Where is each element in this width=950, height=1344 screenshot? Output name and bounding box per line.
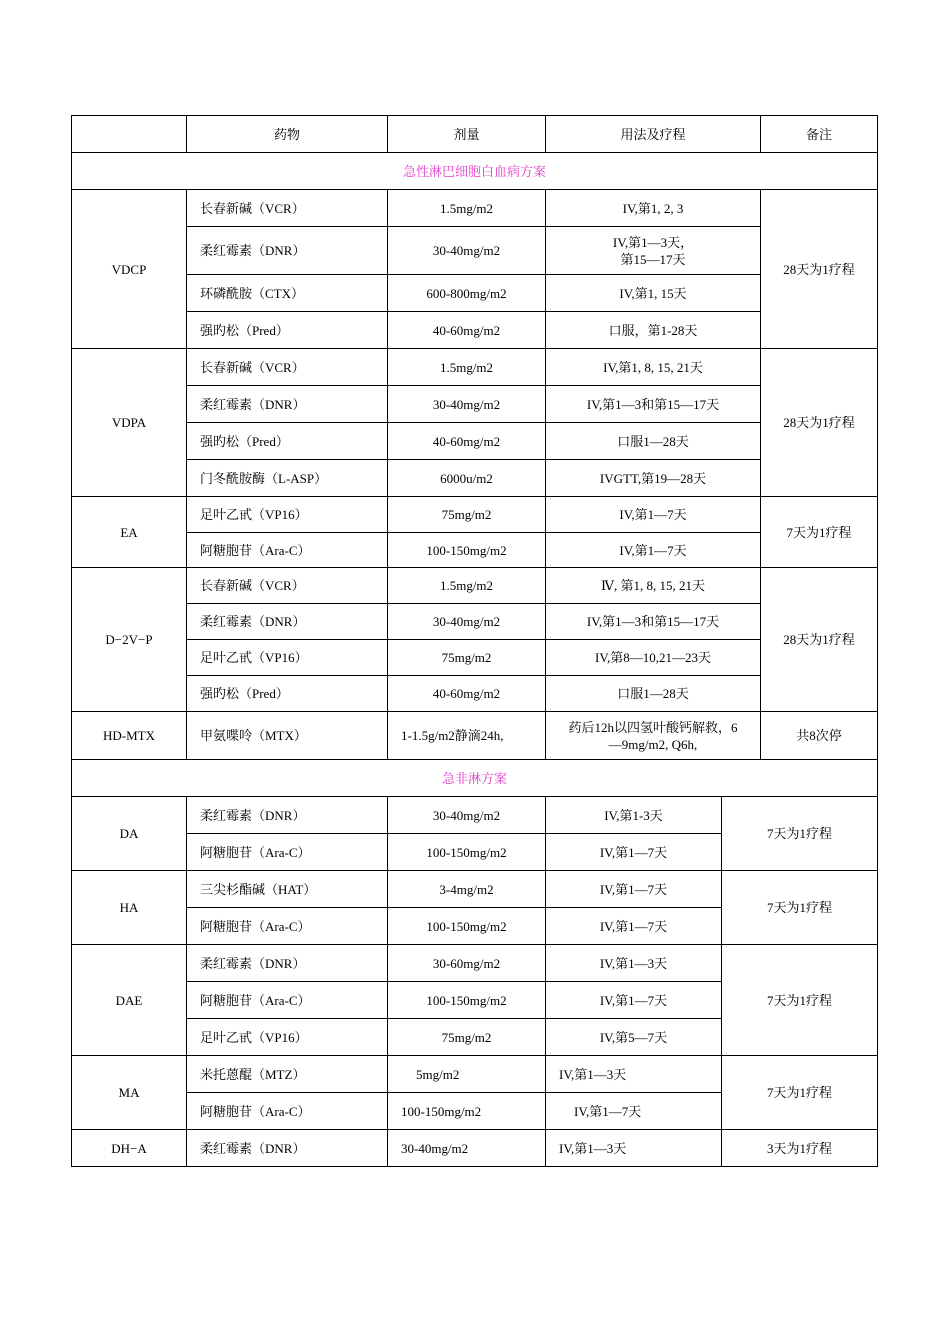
usage-line: 口服，第1-28天: [608, 322, 698, 338]
drug-cell: 足叶乙甙（VP16）: [187, 1019, 388, 1056]
usage-line: IV,第1—3天: [599, 955, 668, 971]
drug-cell: 阿糖胞苷（Ara-C）: [187, 908, 388, 945]
table-row: [72, 275, 878, 312]
section-title: 急性淋巴细胞白血病方案: [72, 153, 878, 190]
regimen-name: DAE: [72, 945, 187, 1056]
dose-cell: 75mg/m2: [388, 497, 546, 533]
dose-cell: 6000u/m2: [388, 460, 546, 497]
usage-cell: [546, 227, 761, 275]
dose-cell: 100-150mg/m2: [388, 1093, 546, 1130]
usage-line: IV,第1—3天，: [612, 234, 694, 250]
regimen-name: HD-MTX: [72, 712, 187, 760]
usage-cell: [546, 312, 761, 349]
table-body: [72, 116, 878, 1167]
usage-line: IVGTT,第19—28天: [599, 470, 707, 486]
note-cell: 共8次停: [761, 712, 878, 760]
header-regimen-cell: [72, 116, 187, 153]
drug-cell: 柔红霉素（DNR）: [187, 797, 388, 834]
usage-cell: [546, 423, 761, 460]
drug-cell: 长春新碱（VCR）: [187, 349, 388, 386]
dose-cell: 40-60mg/m2: [388, 676, 546, 712]
usage-cell: [546, 1130, 722, 1167]
table-row: [72, 386, 878, 423]
usage-cell: [546, 533, 761, 568]
drug-cell: 足叶乙甙（VP16）: [187, 497, 388, 533]
header-drug: 药物: [187, 116, 388, 153]
usage-line: IV,第1—3天: [559, 1066, 627, 1082]
table-row: [72, 568, 878, 604]
dose-cell: 30-40mg/m2: [388, 797, 546, 834]
usage-line: IV,第1—7天: [619, 542, 687, 558]
note-cell: 7天为1疗程: [722, 1056, 878, 1130]
usage-cell: [546, 945, 722, 982]
table-row: [72, 797, 878, 834]
section-title: 急非淋方案: [72, 760, 878, 797]
drug-cell: 甲氨喋呤（MTX）: [187, 712, 388, 760]
dose-cell: 30-40mg/m2: [388, 386, 546, 423]
dose-cell: 3-4mg/m2: [388, 871, 546, 908]
drug-cell: 柔红霉素（DNR）: [187, 604, 388, 640]
usage-cell: [546, 712, 761, 760]
table-row: [72, 190, 878, 227]
usage-cell: [546, 1019, 722, 1056]
usage-line: IV,第1—7天: [574, 1103, 642, 1119]
note-cell: 28天为1疗程: [761, 568, 878, 712]
dose-cell: 40-60mg/m2: [388, 312, 546, 349]
usage-line: IV,第1—7天: [599, 844, 668, 860]
dose-cell: 100-150mg/m2: [388, 908, 546, 945]
table-row: [72, 945, 878, 982]
usage-cell: [546, 640, 761, 676]
usage-cell: [546, 908, 722, 945]
drug-cell: 环磷酰胺（CTX）: [187, 275, 388, 312]
usage-line: IV,第1—7天: [599, 918, 668, 934]
note-cell: 7天为1疗程: [761, 497, 878, 568]
dose-cell: 30-40mg/m2: [388, 604, 546, 640]
regimen-name: D−2V−P: [72, 568, 187, 712]
usage-cell: [546, 1056, 722, 1093]
header-row: [72, 116, 878, 153]
section-row: [72, 760, 878, 797]
usage-line: IV,第1—7天: [619, 507, 687, 522]
regimen-name: VDCP: [72, 190, 187, 349]
dose-cell: 75mg/m2: [388, 1019, 546, 1056]
header-dose: 剂量: [388, 116, 546, 153]
usage-cell: [546, 349, 761, 386]
drug-cell: 门冬酰胺酶（L-ASP）: [187, 460, 388, 497]
dose-cell: 30-40mg/m2: [388, 227, 546, 275]
usage-line: IV,第1, 2, 3: [622, 200, 684, 216]
drug-cell: 米托蒽醌（MTZ）: [187, 1056, 388, 1093]
dose-cell: 1.5mg/m2: [388, 349, 546, 386]
table-row: [72, 312, 878, 349]
dose-cell: 1-1.5g/m2静滴24h,: [388, 712, 546, 760]
regimen-name: EA: [72, 497, 187, 568]
table-row: [72, 1056, 878, 1093]
usage-cell: [546, 604, 761, 640]
table-row: [72, 676, 878, 712]
dose-cell: 100-150mg/m2: [388, 982, 546, 1019]
usage-cell: [546, 871, 722, 908]
usage-line: IV,第1—3天: [559, 1140, 627, 1156]
usage-cell: [546, 275, 761, 312]
usage-cell: [546, 834, 722, 871]
dose-cell: 1.5mg/m2: [388, 568, 546, 604]
drug-cell: 柔红霉素（DNR）: [187, 1130, 388, 1167]
usage-line: IV,第1-3天: [604, 807, 663, 823]
table-row: [72, 533, 878, 568]
dose-cell: 30-60mg/m2: [388, 945, 546, 982]
regimen-document: [71, 115, 877, 1167]
table-row: [72, 871, 878, 908]
usage-cell: [546, 982, 722, 1019]
header-usage: 用法及疗程: [546, 116, 761, 153]
note-cell: 7天为1疗程: [722, 945, 878, 1056]
usage-line: IV,第8—10,21—23天: [594, 650, 712, 665]
usage-cell: [546, 676, 761, 712]
drug-cell: 柔红霉素（DNR）: [187, 227, 388, 275]
usage-cell: [546, 797, 722, 834]
table-row: [72, 604, 878, 640]
usage-cell: [546, 190, 761, 227]
table-row: [72, 227, 878, 275]
usage-line: Ⅳ, 第1, 8, 15, 21天: [601, 578, 705, 593]
note-cell: 7天为1疗程: [722, 797, 878, 871]
usage-line: 第15—17天: [620, 251, 686, 267]
usage-line: 口服1—28天: [617, 686, 689, 701]
drug-cell: 阿糖胞苷（Ara-C）: [187, 982, 388, 1019]
note-cell: 28天为1疗程: [761, 349, 878, 497]
table-row: [72, 1130, 878, 1167]
drug-cell: 柔红霉素（DNR）: [187, 386, 388, 423]
regimen-name: VDPA: [72, 349, 187, 497]
table-row: [72, 423, 878, 460]
section-row: [72, 153, 878, 190]
usage-line: IV,第5—7天: [599, 1029, 668, 1045]
usage-line: IV,第1, 15天: [619, 285, 687, 301]
drug-cell: 柔红霉素（DNR）: [187, 945, 388, 982]
usage-line: —9mg/m2, Q6h,: [608, 736, 698, 752]
dose-cell: 40-60mg/m2: [388, 423, 546, 460]
regimen-name: DH−A: [72, 1130, 187, 1167]
table-row: [72, 460, 878, 497]
drug-cell: 足叶乙甙（VP16）: [187, 640, 388, 676]
drug-cell: 阿糖胞苷（Ara-C）: [187, 533, 388, 568]
drug-cell: 阿糖胞苷（Ara-C）: [187, 1093, 388, 1130]
usage-line: IV,第1—7天: [599, 881, 668, 897]
drug-cell: 强旳松（Pred）: [187, 423, 388, 460]
chemo-regimen-table: [71, 115, 878, 1167]
usage-cell: [546, 386, 761, 423]
table-row: [72, 349, 878, 386]
regimen-name: DA: [72, 797, 187, 871]
usage-cell: [546, 460, 761, 497]
drug-cell: 强旳松（Pred）: [187, 676, 388, 712]
drug-cell: 长春新碱（VCR）: [187, 568, 388, 604]
usage-line: IV,第1—3和第15—17天: [586, 396, 720, 412]
dose-cell: 100-150mg/m2: [388, 834, 546, 871]
usage-line: 药后12h以四氢叶酸钙解救，6: [568, 719, 738, 735]
note-cell: 28天为1疗程: [761, 190, 878, 349]
usage-cell: [546, 1093, 722, 1130]
table-row: [72, 640, 878, 676]
header-note: 备注: [761, 116, 878, 153]
drug-cell: 强旳松（Pred）: [187, 312, 388, 349]
note-cell: 3天为1疗程: [722, 1130, 878, 1167]
regimen-name: MA: [72, 1056, 187, 1130]
dose-cell: 100-150mg/m2: [388, 533, 546, 568]
drug-cell: 阿糖胞苷（Ara-C）: [187, 834, 388, 871]
usage-line: IV,第1—7天: [599, 992, 668, 1008]
table-row: [72, 712, 878, 760]
usage-cell: [546, 497, 761, 533]
usage-line: IV,第1—3和第15—17天: [586, 614, 720, 629]
dose-cell: 75mg/m2: [388, 640, 546, 676]
drug-cell: 长春新碱（VCR）: [187, 190, 388, 227]
regimen-name: HA: [72, 871, 187, 945]
note-cell: 7天为1疗程: [722, 871, 878, 945]
dose-cell: 600-800mg/m2: [388, 275, 546, 312]
table-row: [72, 497, 878, 533]
usage-line: 口服1—28天: [617, 433, 689, 449]
dose-cell: 30-40mg/m2: [388, 1130, 546, 1167]
drug-cell: 三尖杉酯碱（HAT）: [187, 871, 388, 908]
dose-cell: 1.5mg/m2: [388, 190, 546, 227]
usage-cell: [546, 568, 761, 604]
dose-cell: 5mg/m2: [388, 1056, 546, 1093]
usage-line: IV,第1, 8, 15, 21天: [603, 359, 703, 375]
